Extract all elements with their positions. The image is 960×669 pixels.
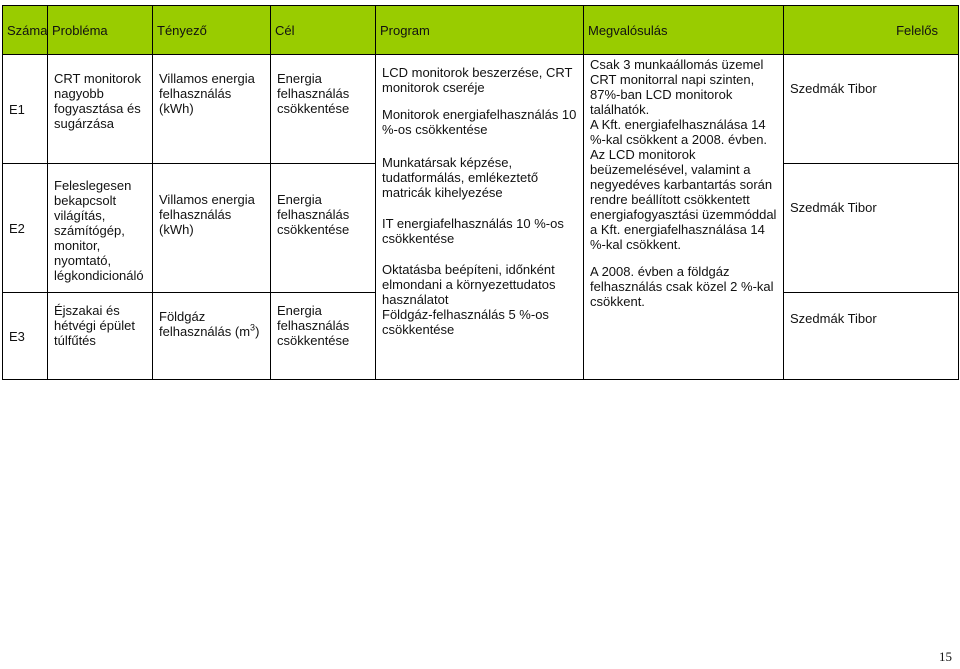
- factor-text: Villamos energia felhasználás (kWh): [159, 192, 255, 237]
- header-cel: Cél: [271, 6, 376, 55]
- page-number: 15: [939, 649, 952, 664]
- goal-text: Energia felhasználás csökkentése: [277, 71, 350, 116]
- row-id: E3: [3, 293, 48, 380]
- header-tenyezo: Tényező: [153, 6, 271, 55]
- factor-text: Földgáz felhasználás $(m^3)$: [159, 309, 260, 339]
- factor-cell: [153, 293, 271, 380]
- header-problema: Probléma: [48, 6, 153, 55]
- realization-item: A 2008. évben a földgáz felhasználás csak közel 2 %-kal csökkent.: [590, 264, 774, 309]
- action-plan-table: [2, 5, 959, 380]
- goal-cell: [271, 55, 376, 164]
- realization-item: Csak 3 munkaállomás üzemel CRT monitorral napi szinten, 87%-ban LCD monitorok találhatók.: [590, 57, 764, 117]
- realization-cell: [584, 55, 784, 380]
- problem-cell: [48, 293, 153, 380]
- table-row: [3, 55, 959, 164]
- factor-cell: [153, 55, 271, 164]
- goal-cell: [271, 164, 376, 293]
- problem-text: Feleslegesen bekapcsolt világítás, számítógép, monitor, nyomtató, légkondicionáló: [54, 178, 144, 283]
- problem-cell: [48, 164, 153, 293]
- problem-cell: [48, 55, 153, 164]
- responsible-text: Szedmák Tibor: [790, 311, 877, 326]
- header-felelos: Felelős: [784, 6, 959, 55]
- goal-text: Energia felhasználás csökkentése: [277, 303, 350, 348]
- responsible-cell: [784, 55, 959, 164]
- responsible-cell: [784, 293, 959, 380]
- problem-text: CRT monitorok nagyobb fogyasztása és sugárzása: [54, 71, 141, 131]
- responsible-text: Szedmák Tibor: [790, 200, 877, 215]
- program-item: Munkatársak képzése, tudatformálás, emlékeztető matricák kihelyezése: [382, 155, 539, 200]
- goal-text: Energia felhasználás csökkentése: [277, 192, 350, 237]
- header-megvalosulas: Megvalósulás: [584, 6, 784, 55]
- responsible-text: Szedmák Tibor: [790, 81, 877, 96]
- responsible-cell: [784, 164, 959, 293]
- goal-cell: [271, 293, 376, 380]
- row-id: E1: [3, 55, 48, 164]
- factor-text: Villamos energia felhasználás (kWh): [159, 71, 255, 116]
- header-row: [3, 6, 959, 55]
- problem-text: Éjszakai és hétvégi épület túlfűtés: [54, 303, 135, 348]
- program-item: Földgáz-felhasználás 5 %-os csökkentése: [382, 307, 549, 337]
- program-item: Monitorok energiafelhasználás 10 %-os csökkentése: [382, 107, 577, 137]
- factor-cell: [153, 164, 271, 293]
- header-szama: Száma: [3, 6, 48, 55]
- program-item: LCD monitorok beszerzése, CRT monitorok cseréje: [382, 65, 573, 95]
- row-id: E2: [3, 164, 48, 293]
- realization-item: Az LCD monitorok beüzemelésével, valamint a negyedéves karbantartás során rendre beállított csökkentett energiafogyasztási üzemmóddal a Kft. energiafelhasználása 14 %-kal csökkent.: [590, 147, 777, 252]
- program-item: Oktatásba beépíteni, időnként elmondani a környezettudatos használatot: [382, 262, 556, 307]
- program-item: IT energiafelhasználás 10 %-os csökkentése: [382, 216, 564, 246]
- header-program: Program: [376, 6, 584, 55]
- realization-item: A Kft. energiafelhasználása 14 %-kal csökkent a 2008. évben.: [590, 117, 768, 147]
- program-cell: [376, 55, 584, 380]
